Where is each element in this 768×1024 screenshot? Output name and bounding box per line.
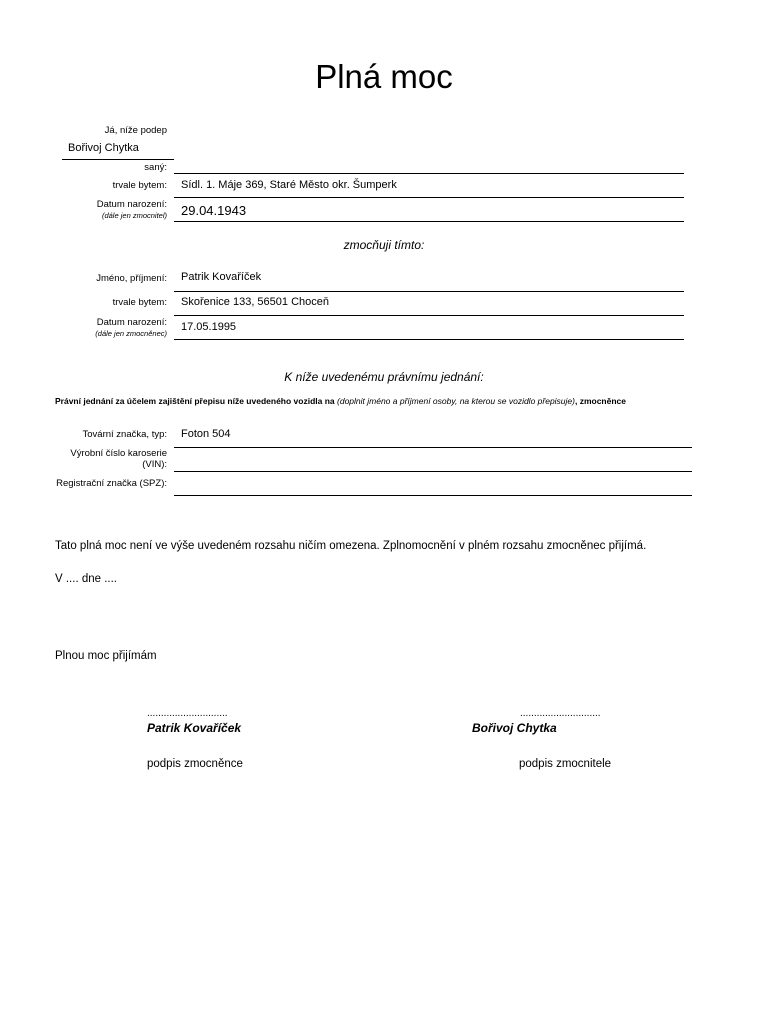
grantor-signature-caption: podpis zmocnitele xyxy=(519,758,612,770)
vehicle-make-line xyxy=(174,447,692,448)
intro-label: Já, níže podep xyxy=(104,125,167,136)
grantee-birth-note: (dále jen zmocněnec) xyxy=(95,329,167,338)
grantee-address-line xyxy=(174,315,684,316)
vehicle-vin-label-2: (VIN): xyxy=(142,459,167,470)
legal-act-text xyxy=(55,396,626,406)
document-title: Plná moc xyxy=(315,58,453,95)
vehicle-make-label: Tovární značka, typ: xyxy=(82,429,167,440)
acceptance-text: Plnou moc přijímám xyxy=(55,650,157,662)
vehicle-make: Foton 504 xyxy=(181,428,231,440)
intro-label-cont: saný: xyxy=(144,162,167,173)
vehicle-vin-line xyxy=(174,471,692,472)
grantee-birth-date: 17.05.1995 xyxy=(181,321,237,333)
legal-act-italic: (doplnit jméno a příjmení osoby, na kterou se vozidlo přepisuje) xyxy=(337,396,575,406)
grantor-address-line xyxy=(174,197,684,198)
grantor-birth-line xyxy=(174,221,684,222)
grantor-address: Sídl. 1. Máje 369, Staré Město okr. Šumperk xyxy=(181,179,397,191)
grantee-birth-line xyxy=(174,339,684,340)
grantee-name: Patrik Kovaříček xyxy=(181,271,262,283)
vehicle-vin-label xyxy=(40,448,167,470)
grantee-address-label: trvale bytem: xyxy=(112,297,167,308)
grantor-line-1 xyxy=(174,173,684,174)
authorize-text: zmocňuji tímto: xyxy=(343,238,425,252)
grantor-name-line xyxy=(62,159,174,160)
grantor-signature-name: Bořivoj Chytka xyxy=(472,721,557,735)
grantor-signature-dots: ............................. xyxy=(520,708,601,719)
grantee-name-line xyxy=(174,291,684,292)
legal-act-bold: Právní jednání za účelem zajištění přepisu níže uvedeného vozidla na xyxy=(55,396,335,406)
grantee-birth-label-text: Datum narození: xyxy=(96,317,167,328)
place-date: V .... dne .... xyxy=(55,573,118,585)
grantee-birth-label xyxy=(60,317,167,339)
grantor-birth-note: (dále jen zmocnitel) xyxy=(101,211,167,220)
legal-act-heading: K níže uvedenému právnímu jednání: xyxy=(284,370,484,384)
vehicle-spz-label: Registrační značka (SPZ): xyxy=(56,478,167,489)
grantee-address: Skořenice 133, 56501 Choceň xyxy=(181,296,329,308)
grantor-birth-date: 29.04.1943 xyxy=(181,203,247,218)
grantee-signature-caption: podpis zmocněnce xyxy=(147,758,243,770)
grantor-address-label: trvale bytem: xyxy=(112,180,167,191)
vehicle-spz-line xyxy=(174,495,692,496)
vehicle-vin-label-1: Výrobní číslo karoserie xyxy=(70,448,167,459)
grantee-signature-name: Patrik Kovaříček xyxy=(147,721,242,735)
grantor-birth-label xyxy=(60,199,167,221)
grantee-name-label: Jméno, příjmení: xyxy=(96,273,167,284)
statement-text: Tato plná moc není ve výše uvedeném rozsahu ničím omezena. Zplnomocnění v plném rozsahu zmocněnec přijímá. xyxy=(55,540,647,552)
grantee-signature-dots: ............................. xyxy=(147,708,228,719)
legal-act-bold-end: , zmocněnce xyxy=(574,396,627,406)
grantor-name: Bořivoj Chytka xyxy=(68,142,139,154)
grantor-birth-label-text: Datum narození: xyxy=(96,199,167,210)
